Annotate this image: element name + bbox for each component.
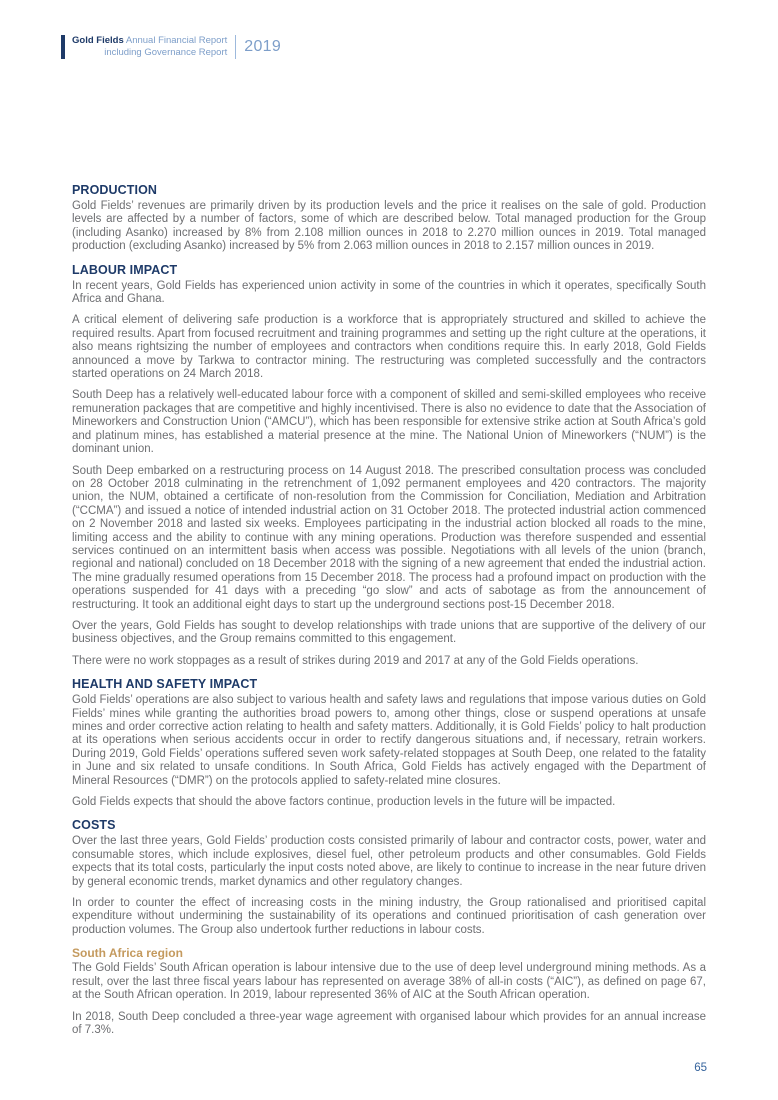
paragraph: The Gold Fields’ South African operation is labour intensive due to the use of deep level underground mining methods. As a result, over the last three fiscal years labour has represented on average 38% of all-in costs (“AIC”), as defined on page 67, at the South African operation. In 2019, labour represented 36% of AIC at the South African operation.	[72, 962, 706, 1002]
section-labour-impact	[72, 263, 706, 669]
paragraph: South Deep has a relatively well-educated labour force with a component of skilled and semi-skilled employees who receive remuneration packages that are competitive and highly incentivised. There is also no evidence to date that the Association of Mineworkers and Construction Union (“AMCU”), which has been responsible for extensive strike action at South Africa’s gold and platinum mines, has established a material presence at the mine. The National Union of Mineworkers (“NUM”) is the dominant union.	[72, 389, 706, 456]
section-heading-health-and-safety: HEALTH AND SAFETY IMPACT	[72, 677, 258, 692]
paragraph: In order to counter the effect of increasing costs in the mining industry, the Group rationalised and prioritised capital expenditure without undermining the sustainability of its operations and continued prioritisation of cash generation over production volumes. The Group also undertook further reductions in labour costs.	[72, 897, 706, 936]
report-year: 2019	[244, 38, 282, 55]
page-content	[72, 183, 706, 1037]
brand-text-block	[72, 35, 227, 59]
paragraph: In 2018, South Deep concluded a three-year wage agreement with organised labour which provides for an annual increase of 7.3%.	[72, 1010, 706, 1036]
paragraph: A critical element of delivering safe production is a workforce that is appropriately structured and skilled to achieve the required results. Apart from focused recruitment and training programmes and setting up the right culture at the operations, it also means rightsizing the number of employees and contractors when conditions require this. In early 2018, Gold Fields announced a move by Tarkwa to contractor mining. The restructuring was completed successfully and the contractors started operations on 24 March 2018.	[72, 314, 706, 381]
page-header	[61, 35, 281, 59]
brand-name: Gold Fields	[72, 35, 124, 46]
section-heading-costs: COSTS	[72, 818, 116, 833]
paragraph: Gold Fields expects that should the above factors continue, production levels in the future will be impacted.	[72, 796, 616, 809]
section-heading-production: PRODUCTION	[72, 183, 158, 197]
report-title-line2: including Governance Report	[104, 47, 228, 58]
paragraph: Gold Fields’ operations are also subject to various health and safety laws and regulations that impose various duties on Gold Fields’ mines while granting the authorities broad powers to, among other things, close or suspend operations at unsafe mines and order corrective action relating to health and safety matters. Additionally, it is Gold Fields’ policy to halt production at its operations when serious accidents occur in order to rectify dangerous situations and, if necessary, retrain workers. During 2019, Gold Fields’ operations suffered seven work safety-related stoppages at South Deep, one related to the fatality in June and six related to unsafe conditions. In South Africa, Gold Fields has actively engaged with the Department of Mineral Resources (“DMR”) on the protocols applied to safety-related mine closures.	[72, 694, 706, 787]
header-divider	[235, 35, 236, 59]
paragraph: Over the years, Gold Fields has sought to develop relationships with trade unions that are supportive of the delivery of our business objectives, and the Group remains committed to this engagement.	[72, 619, 706, 646]
paragraph: South Deep embarked on a restructuring process on 14 August 2018. The prescribed consultation process was concluded on 28 October 2018 culminating in the retrenchment of 1,092 permanent employees and 420 contractors. The majority union, the NUM, obtained a certificate of non-resolution from the Commission for Conciliation, Mediation and Arbitration (“CCMA”) and issued a notice of intended industrial action on 31 October 2018. The protected industrial action commenced on 2 November 2018 and lasted six weeks. Employees participating in the industrial action blocked all roads to the mine, limiting access and the ability to continue with any mining operations. Production was therefore suspended and essential services continued on an intermittent basis when access was possible. Negotiations with all levels of the union (branch, regional and national) concluded on 18 December 2018 with the signing of a new agreement that ended the industrial action. The mine gradually resumed operations from 15 December 2018. The process had a profound impact on production with the operations suspended for 41 days with a preceding “go slow” and acts of sabotage as from the announcement of restructuring. It took an additional eight days to start up the underground sections post-15 December 2018.	[72, 464, 706, 611]
brand-line-1	[72, 35, 227, 47]
paragraph: There were no work stoppages as a result of strikes during 2019 and 2017 at any of the Gold Fields operations.	[72, 654, 639, 667]
page-number: 65	[694, 1062, 707, 1074]
section-health-and-safety-impact	[72, 677, 706, 809]
section-costs	[72, 818, 706, 937]
paragraph: Gold Fields’ revenues are primarily driven by its production levels and the price it realises on the sale of gold. Production levels are affected by a number of factors, some of which are described below. Total managed production for the Group (including Asanko) increased by 8% from 2.108 million ounces in 2018 to 2.270 million ounces in 2019. Total managed production (excluding Asanko) increased by 5% from 2.063 million ounces in 2018 to 2.157 million ounces in 2019.	[72, 200, 706, 253]
section-south-africa-region	[72, 946, 706, 1037]
paragraph: In recent years, Gold Fields has experienced union activity in some of the countries in which it operates, specifically South Africa and Ghana.	[72, 279, 706, 306]
section-heading-labour-impact: LABOUR IMPACT	[72, 262, 178, 277]
section-production	[72, 183, 706, 254]
brand-bar	[61, 35, 65, 59]
paragraph: Over the last three years, Gold Fields’ production costs consisted primarily of labour and contractor costs, power, water and consumable stores, which include explosives, diesel fuel, other petroleum products and other consumables. Gold Fields expects that its total costs, particularly the input costs noted above, are likely to continue to increase in the near future driven by general economic trends, market dynamics and other regulatory changes.	[72, 835, 706, 888]
subsection-heading-south-africa-region: South Africa region	[72, 946, 183, 961]
report-title-line1: Annual Financial Report	[125, 35, 228, 46]
